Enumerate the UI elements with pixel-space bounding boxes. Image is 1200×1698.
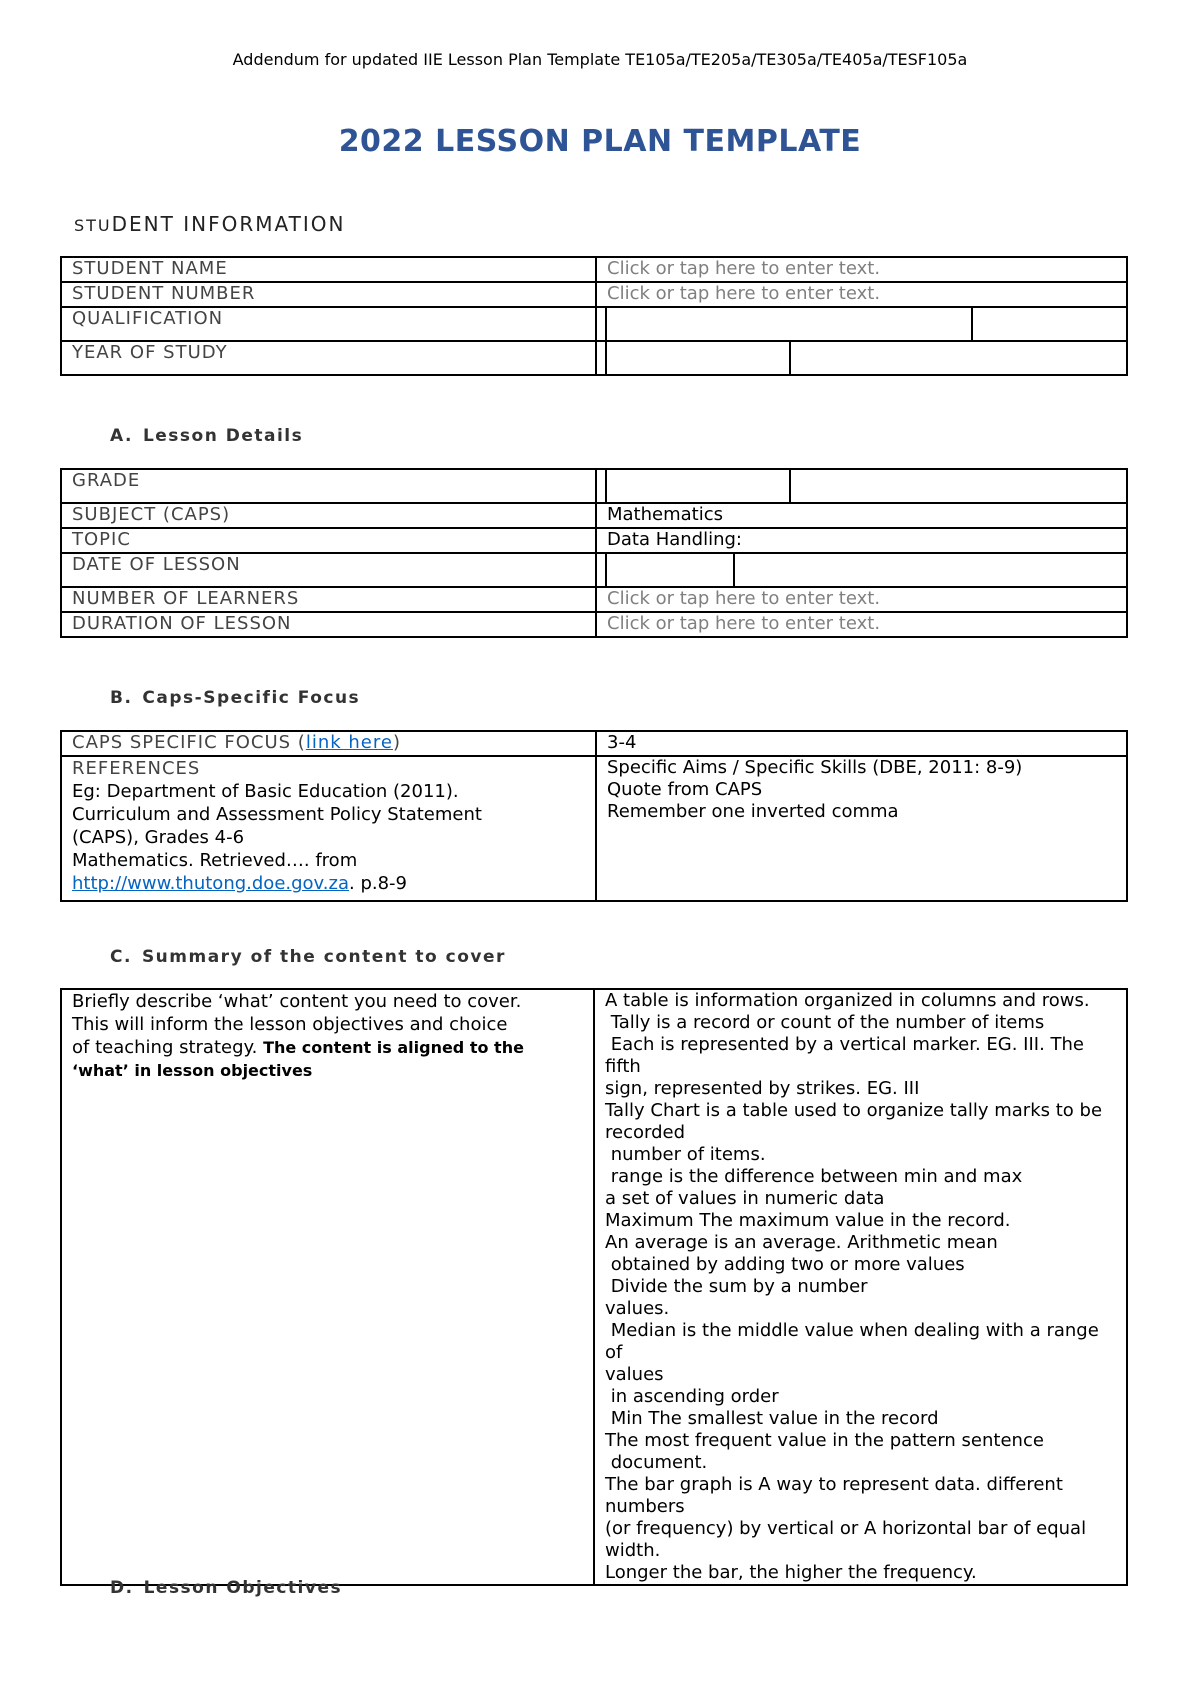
subject-field[interactable]: Mathematics: [596, 503, 1127, 528]
table-row: [61, 528, 1127, 553]
section-title: Lesson Details: [142, 426, 304, 446]
instruction-line: [72, 1036, 583, 1059]
table-row: [61, 257, 1127, 282]
caps-focus-table: [60, 730, 1128, 902]
content-line: sign, represented by strikes. EG. III: [605, 1078, 920, 1099]
duration-of-lesson-label: DURATION OF LESSON: [61, 612, 596, 637]
content-line: A table is information organized in columns and rows.: [605, 990, 1090, 1011]
content-line: in ascending order: [605, 1386, 779, 1407]
section-title: Caps-Specific Focus: [142, 688, 361, 708]
header-note: Addendum for updated IIE Lesson Plan Template TE105a/TE205a/TE305a/TE405a/TESF105a: [232, 50, 968, 69]
table-row: [61, 503, 1127, 528]
content-line: document.: [605, 1452, 708, 1473]
student-number-label: STUDENT NUMBER: [61, 282, 596, 307]
caps-focus-value[interactable]: 3-4: [596, 731, 1127, 756]
content-line: Tally Chart is a table used to organize tally marks to be: [605, 1100, 1103, 1121]
section-letter: D.: [110, 1578, 134, 1598]
content-line: An average is an average. Arithmetic mean: [605, 1232, 998, 1253]
number-of-learners-label: NUMBER OF LEARNERS: [61, 587, 596, 612]
lesson-objectives-heading: [110, 1578, 342, 1598]
content-line: values: [605, 1364, 664, 1385]
student-information-table: [60, 256, 1128, 376]
section-title: Lesson Objectives: [143, 1578, 343, 1598]
student-number-field[interactable]: Click or tap here to enter text.: [596, 282, 1127, 307]
duration-of-lesson-field[interactable]: Click or tap here to enter text.: [596, 612, 1127, 637]
caps-focus-label-text: ): [392, 732, 401, 753]
lesson-details-table: [60, 468, 1128, 638]
qualification-subfield[interactable]: [605, 308, 971, 340]
year-of-study-subfield[interactable]: [605, 342, 789, 374]
heading-prefix: STU: [74, 216, 112, 235]
instruction-bold: The content is aligned to the: [263, 1038, 524, 1057]
date-of-lesson-label: DATE OF LESSON: [61, 553, 596, 587]
student-information-heading: [74, 212, 345, 236]
table-row: [61, 282, 1127, 307]
content-line: Min The smallest value in the record: [605, 1408, 939, 1429]
content-summary-heading: [110, 947, 506, 967]
student-name-field[interactable]: Click or tap here to enter text.: [596, 257, 1127, 282]
caps-focus-heading: [110, 688, 360, 708]
caps-link[interactable]: link here: [305, 732, 393, 753]
instruction-text: of teaching strategy.: [72, 1037, 258, 1058]
content-line: range is the difference between min and max: [605, 1166, 1023, 1187]
references-value-cell[interactable]: [596, 756, 1127, 901]
page-title: 2022 LESSON PLAN TEMPLATE: [338, 124, 862, 159]
references-value-line: Specific Aims / Specific Skills (DBE, 2011: 8-9): [607, 757, 1023, 778]
references-value-line: Remember one inverted comma: [607, 801, 899, 822]
reference-line: Curriculum and Assessment Policy Statement: [72, 804, 482, 825]
table-row: [61, 469, 1127, 503]
references-value-line: Quote from CAPS: [607, 779, 763, 800]
instruction-bold-line: ‘what’ in lesson objectives: [72, 1061, 313, 1080]
section-letter: B.: [110, 688, 133, 708]
content-line: a set of values in numeric data: [605, 1188, 885, 1209]
reference-line: Mathematics. Retrieved…. from: [72, 850, 358, 871]
content-line: Each is represented by a vertical marker. EG. III. The fifth: [605, 1034, 1090, 1077]
table-row: [61, 756, 1127, 901]
grade-subfield[interactable]: [789, 470, 1126, 502]
table-row: [61, 341, 1127, 375]
qualification-label: QUALIFICATION: [61, 307, 596, 341]
heading-rest: DENT INFORMATION: [111, 212, 346, 236]
content-line: The bar graph is A way to represent data. different numbers: [605, 1474, 1069, 1517]
grade-subfield[interactable]: [605, 470, 789, 502]
table-row: [61, 587, 1127, 612]
reference-line: Eg: Department of Basic Education (2011).: [72, 781, 459, 802]
content-summary-table: [60, 988, 1128, 1586]
reference-line: [72, 872, 585, 895]
year-of-study-field[interactable]: [596, 341, 1127, 375]
table-row: [61, 989, 1127, 1585]
content-lines: [605, 990, 1116, 1584]
caps-focus-label: [61, 731, 596, 756]
table-row: [61, 553, 1127, 587]
content-line: Longer the bar, the higher the frequency.: [605, 1562, 977, 1583]
content-summary-cell[interactable]: [594, 989, 1127, 1585]
year-of-study-subfield[interactable]: [789, 342, 1126, 374]
grade-label: GRADE: [61, 469, 596, 503]
content-line: Maximum The maximum value in the record.: [605, 1210, 1011, 1231]
content-line: Tally is a record or count of the number of items: [605, 1012, 1045, 1033]
reference-url-link[interactable]: http://www.thutong.doe.gov.za: [72, 873, 350, 894]
date-subfield[interactable]: [733, 554, 1126, 586]
table-row: [61, 731, 1127, 756]
table-row: [61, 307, 1127, 341]
caps-focus-label-text: CAPS SPECIFIC FOCUS (: [72, 732, 306, 753]
content-instruction-cell: [61, 989, 594, 1585]
qualification-subfield[interactable]: [971, 308, 1126, 340]
table-row: [61, 612, 1127, 637]
section-letter: A.: [110, 426, 133, 446]
content-line: number of items.: [605, 1144, 766, 1165]
reference-line: (CAPS), Grades 4-6: [72, 827, 245, 848]
content-line: recorded: [605, 1122, 685, 1143]
section-letter: C.: [110, 947, 132, 967]
date-of-lesson-field[interactable]: [596, 553, 1127, 587]
content-line: Median is the middle value when dealing with a range of: [605, 1320, 1105, 1363]
content-line: Divide the sum by a number: [605, 1276, 868, 1297]
topic-field[interactable]: Data Handling:: [596, 528, 1127, 553]
qualification-field[interactable]: [596, 307, 1127, 341]
date-subfield[interactable]: [605, 554, 733, 586]
lesson-details-heading: [110, 426, 303, 446]
subject-label: SUBJECT (CAPS): [61, 503, 596, 528]
grade-field[interactable]: [596, 469, 1127, 503]
reference-tail: . p.8-9: [349, 873, 408, 894]
content-line: (or frequency) by vertical or A horizontal bar of equal width.: [605, 1518, 1092, 1561]
number-of-learners-field[interactable]: Click or tap here to enter text.: [596, 587, 1127, 612]
content-line: obtained by adding two or more values: [605, 1254, 965, 1275]
instruction-line: Briefly describe ‘what’ content you need to cover.: [72, 991, 522, 1012]
section-title: Summary of the content to cover: [141, 947, 506, 967]
topic-label: TOPIC: [61, 528, 596, 553]
references-label: REFERENCES: [72, 758, 201, 779]
instruction-line: This will inform the lesson objectives and choice: [72, 1014, 508, 1035]
year-of-study-label: YEAR OF STUDY: [61, 341, 596, 375]
content-line: values.: [605, 1298, 670, 1319]
references-cell: [61, 756, 596, 901]
student-name-label: STUDENT NAME: [61, 257, 596, 282]
content-line: The most frequent value in the pattern sentence: [605, 1430, 1044, 1451]
